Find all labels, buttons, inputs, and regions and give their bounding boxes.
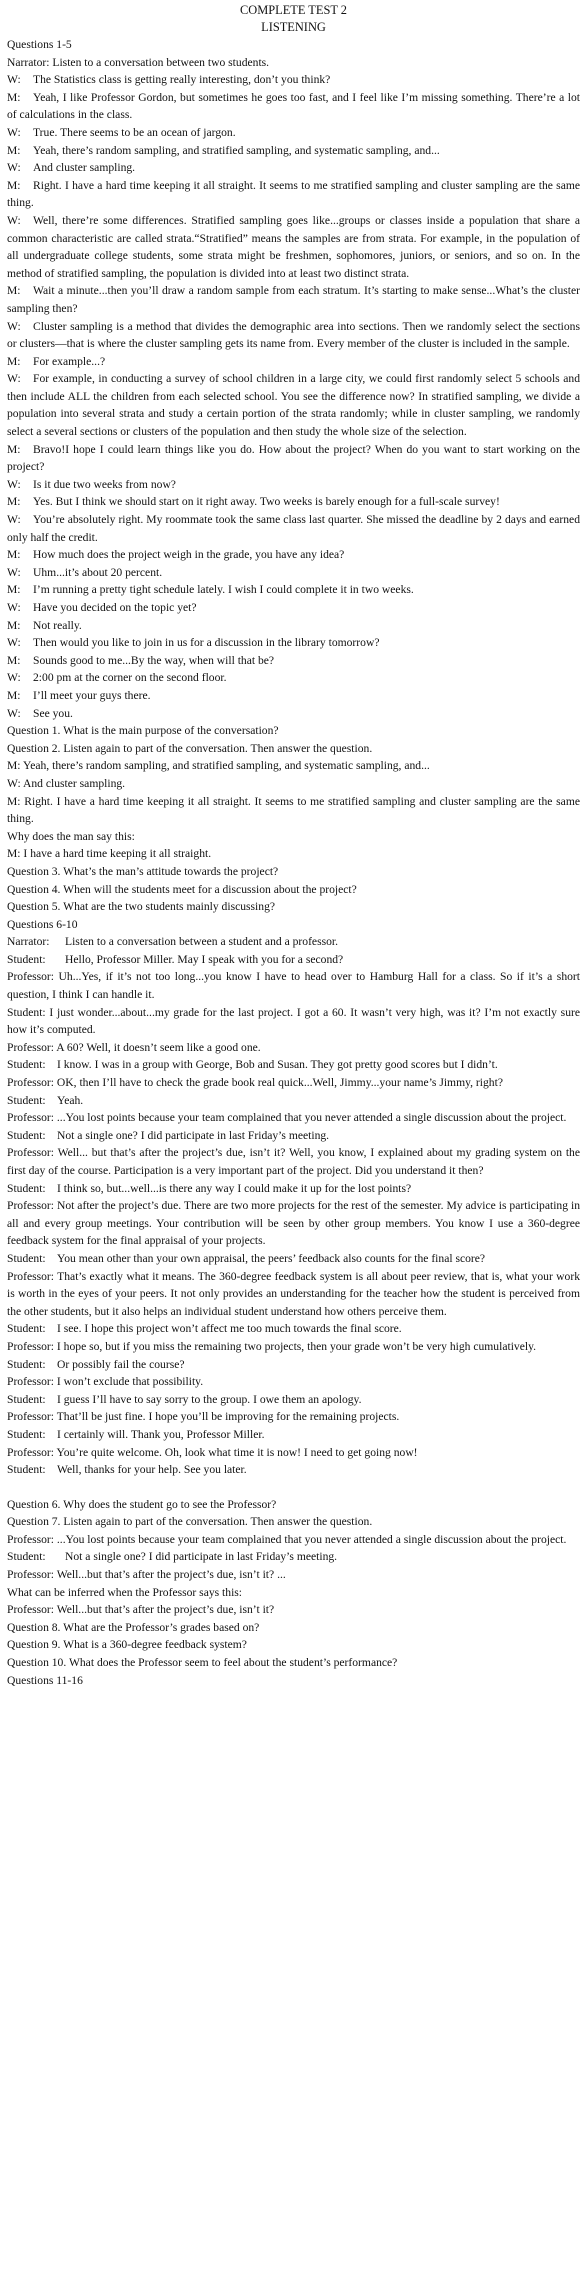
paragraph-text: Professor: A 60? Well, it doesn’t seem like a good one. (7, 1040, 261, 1054)
paragraph-text: Question 8. What are the Professor’s grades based on? (7, 1620, 260, 1634)
paragraph (7, 1039, 580, 1057)
speaker-label: M: (7, 618, 21, 632)
paragraph-text: Question 6. Why does the student go to see the Professor? (7, 1497, 277, 1511)
paragraph (7, 1636, 580, 1654)
paragraph (7, 898, 580, 916)
paragraph-text: Listen to a conversation between a student and a professor. (65, 935, 339, 949)
paragraph-text: Student: I just wonder...about...my grade for the last project. I got a 60. It wasn’t very high, was it? I’m not exactly sure how it’s computed. (7, 1005, 580, 1037)
paragraph-text: Questions 11-16 (7, 1673, 83, 1687)
paragraph (7, 705, 580, 723)
paragraph (7, 1092, 580, 1110)
paragraph-text: Well, thanks for your help. See you later. (57, 1463, 247, 1477)
paragraph (7, 282, 580, 317)
paragraph (7, 142, 580, 160)
paragraph-text: Professor: That’s exactly what it means. The 360-degree feedback system is all about peer review, that is, what your work is worth in the eyes of your peers. It not only provides an understanding for the teacher how the student is perceived from the other students, but it also helps an individual student understand how others perceive them. (7, 1269, 580, 1318)
speaker-label: Student: (7, 1427, 46, 1441)
paragraph (7, 1074, 580, 1092)
paragraph-text: Have you decided on the topic yet? (33, 601, 197, 614)
paragraph (7, 159, 580, 177)
speaker-label: W: (7, 161, 21, 175)
paragraph-text: True. There seems to be an ocean of jargon. (33, 125, 236, 139)
speaker-label: M: (7, 583, 21, 597)
speaker-label: W: (7, 671, 21, 685)
paragraph-text: Yeah. (57, 1093, 84, 1107)
paragraph-text: I’m running a pretty tight schedule lately. I wish I could complete it in two weeks. (33, 583, 414, 597)
paragraph (7, 212, 580, 282)
paragraph (7, 1619, 580, 1637)
paragraph (7, 1566, 580, 1584)
paragraph-text: Not really. (33, 618, 82, 632)
paragraph-text: Well, there’re some differences. Stratified sampling goes like...groups or classes inside a population that share a common characteristic are called strata.“Stratified” means the samples are from strata. For example, in the population of all undergraduate college students, some strata might be freshmen, sophomores, juniors, or seniors, and so on. In the method of stratified sampling, the population is divided into at least two distinct strata. (7, 213, 580, 280)
speaker-label: W: (7, 513, 21, 527)
paragraph-text: Narrator: Listen to a conversation between two students. (7, 55, 270, 69)
blank-line (7, 1479, 580, 1496)
speaker-label: Student: (7, 1463, 46, 1477)
paragraph (7, 1056, 580, 1074)
paragraph (7, 1197, 580, 1250)
paragraph (7, 740, 580, 758)
paragraph-text: Not a single one? I did participate in last Friday’s meeting. (65, 1550, 338, 1564)
paragraph-text: I guess I’ll have to say sorry to the group. I owe them an apology. (57, 1392, 362, 1406)
speaker-label: W: (7, 565, 21, 579)
paragraph (7, 1356, 580, 1374)
paragraph (7, 1601, 580, 1619)
paragraph-text: Question 5. What are the two students mainly discussing? (7, 900, 276, 914)
paragraph-text: Professor: Well... but that’s after the project’s due, isn’t it? Well, you know, I explained about my grading system on the first day of the course. Participation is a very important part of the project. Did you understand it then? (7, 1146, 580, 1177)
paragraph (7, 757, 580, 775)
speaker-label: M: (7, 178, 21, 192)
paragraph-text: I’ll meet your guys there. (33, 688, 151, 702)
paragraph (7, 1548, 580, 1566)
paragraph-text: M: Yeah, there’s random sampling, and stratified sampling, and systematic sampling, and... (7, 759, 430, 773)
paragraph-text: Professor: ...You lost points because your team complained that you never attended a single discussion about the project. (7, 1111, 567, 1125)
speaker-label: Student: (7, 1357, 46, 1371)
paragraph-text: Question 1. What is the main purpose of the conversation? (7, 724, 279, 738)
paragraph (7, 1127, 580, 1145)
paragraph-text: Or possibly fail the course? (57, 1357, 185, 1371)
paragraph-text: Question 9. What is a 360-degree feedback system? (7, 1638, 247, 1652)
paragraph (7, 1338, 580, 1356)
speaker-label: Student: (7, 952, 46, 966)
speaker-label: M: (7, 653, 21, 667)
section-heading (7, 1672, 580, 1690)
paragraph (7, 177, 580, 212)
paragraph-text: Professor: I hope so, but if you miss the remaining two projects, then your grade won’t be very high cumulatively. (7, 1339, 537, 1353)
paragraph (7, 318, 580, 353)
paragraph-text: Yeah, there’s random sampling, and stratified sampling, and systematic sampling, and... (33, 143, 440, 157)
document-subtitle: LISTENING (261, 20, 326, 34)
paragraph (7, 863, 580, 881)
paragraph (7, 581, 580, 599)
paragraph (7, 1250, 580, 1268)
paragraph (7, 511, 580, 546)
paragraph (7, 1144, 580, 1179)
paragraph (7, 1654, 580, 1672)
paragraph-text: For example, in conducting a survey of school children in a large city, we could first randomly select 5 schools and then include ALL the children from each selected school. You see the difference now? In stratified sampling, we divide a population into several strata and study a certain portion of the strata randomly; while in cluster sampling, we randomly select a several sections or clusters of the population and then study the whole size of the selection. (7, 372, 580, 439)
paragraph (7, 1109, 580, 1127)
paragraph-text: For example...? (33, 354, 106, 368)
speaker-label: W: (7, 319, 21, 333)
paragraph-text: Question 3. What’s the man’s attitude towards the project? (7, 864, 279, 878)
paragraph-text: Professor: Well...but that’s after the project’s due, isn’t it? ... (7, 1568, 286, 1582)
paragraph (7, 933, 580, 951)
paragraph-text: You mean other than your own appraisal, the peers’ feedback also counts for the final score? (57, 1251, 486, 1265)
speaker-label: W: (7, 706, 21, 720)
paragraph-text: And cluster sampling. (33, 161, 136, 175)
speaker-label: M: (7, 495, 21, 509)
speaker-label: W: (7, 601, 21, 614)
paragraph (7, 687, 580, 705)
paragraph-text: Professor: ...You lost points because your team complained that you never attended a single discussion about the project. (7, 1532, 567, 1546)
paragraph (7, 775, 580, 793)
paragraph (7, 476, 580, 494)
speaker-label: W: (7, 636, 21, 650)
paragraph-text: Professor: That’ll be just fine. I hope you’ll be improving for the remaining projects. (7, 1410, 400, 1424)
paragraph (7, 71, 580, 89)
paragraph-text: See you. (33, 706, 73, 720)
paragraph-text: Wait a minute...then you’ll draw a random sample from each stratum. It’s starting to make sense...What’s the cluster sampling then? (7, 284, 580, 315)
paragraph-text: Cluster sampling is a method that divides the demographic area into sections. Then we randomly select the sections or clusters—that is where the cluster sampling gets its name from. Every member of the cluster is included in the sample. (7, 319, 580, 351)
paragraph-text: Then would you like to join in us for a discussion in the library tomorrow? (33, 636, 380, 650)
paragraph-text: I think so, but...well...is there any way I could make it up for the lost points? (57, 1181, 412, 1195)
paragraph-text: Why does the man say this: (7, 829, 135, 843)
speaker-label: Student: (7, 1093, 46, 1107)
paragraph-text: Professor: You’re quite welcome. Oh, look what time it is now! I need to get going now! (7, 1445, 418, 1459)
paragraph (7, 1391, 580, 1409)
paragraph-text: Question 4. When will the students meet for a discussion about the project? (7, 882, 357, 896)
speaker-label: M: (7, 548, 21, 562)
paragraph-text: The Statistics class is getting really interesting, don’t you think? (33, 73, 331, 87)
paragraph-text: Professor: Not after the project’s due. There are two more projects for the rest of the semester. My advice is participating in all and every group meetings. Your contribution will be seen by other group members. You know I use a 360-degree feedback system for the final appraisal of your projects. (7, 1199, 580, 1248)
paragraph (7, 1004, 580, 1039)
paragraph (7, 881, 580, 899)
speaker-label: W: (7, 477, 21, 491)
speaker-label: Narrator: (7, 935, 50, 949)
paragraph (7, 564, 580, 582)
paragraph-text: Question 2. Listen again to part of the conversation. Then answer the question. (7, 741, 373, 755)
paragraph (7, 89, 580, 124)
paragraph-text: Not a single one? I did participate in last Friday’s meeting. (57, 1128, 330, 1142)
speaker-label: Student: (7, 1128, 46, 1142)
paragraph (7, 441, 580, 476)
paragraph-text: Is it due two weeks from now? (33, 477, 176, 491)
paragraph-text: Question 10. What does the Professor seem to feel about the student’s performance? (7, 1656, 398, 1670)
paragraph-text: I know. I was in a group with George, Bob and Susan. They got pretty good scores but I didn’t. (57, 1058, 498, 1072)
paragraph (7, 828, 580, 846)
paragraph-text: How much does the project weigh in the grade, you have any idea? (33, 548, 345, 562)
paragraph (7, 1513, 580, 1531)
paragraph (7, 793, 580, 828)
paragraph (7, 951, 580, 969)
paragraph-text: Professor: Well...but that’s after the project’s due, isn’t it? (7, 1603, 275, 1617)
document-title: COMPLETE TEST 2 (240, 3, 347, 17)
paragraph (7, 546, 580, 564)
paragraph (7, 1531, 580, 1549)
paragraph (7, 634, 580, 652)
paragraph (7, 493, 580, 511)
paragraph-text: Questions 6-10 (7, 917, 78, 931)
speaker-label: W: (7, 213, 21, 227)
paragraph-text: Hello, Professor Miller. May I speak with you for a second? (65, 952, 344, 966)
paragraph-text: Uhm...it’s about 20 percent. (33, 565, 163, 579)
speaker-label: W: (7, 125, 21, 139)
speaker-label: W: (7, 372, 21, 386)
paragraph (7, 1444, 580, 1462)
speaker-label: Student: (7, 1322, 46, 1336)
paragraph (7, 652, 580, 670)
paragraph-text: W: And cluster sampling. (7, 776, 126, 790)
paragraph-text: M: I have a hard time keeping it all straight. (7, 847, 212, 861)
speaker-label: Student: (7, 1392, 46, 1406)
paragraph (7, 370, 580, 440)
paragraph (7, 1320, 580, 1338)
paragraph-text: Right. I have a hard time keeping it all straight. It seems to me stratified sampling and cluster sampling are the same thing. (7, 178, 580, 210)
paragraph-text: You’re absolutely right. My roommate took the same class last quarter. She missed the deadline by 2 days and earned only half the credit. (7, 513, 580, 544)
paragraph (7, 1408, 580, 1426)
paragraph-text: Professor: Uh...Yes, if it’s not too long...you know I have to head over to Hamburg Hall for a class. So if it’s a short question, I think I can handle it. (7, 970, 580, 1002)
paragraph (7, 845, 580, 863)
paragraph-text: Question 7. Listen again to part of the conversation. Then answer the question. (7, 1515, 373, 1529)
speaker-label: M: (7, 284, 21, 298)
paragraph (7, 54, 580, 72)
speaker-label: Student: (7, 1181, 46, 1195)
paragraph-text: Yeah, I like Professor Gordon, but sometimes he goes too fast, and I feel like I’m missing something. There’re a lot of calculations in the class. (7, 90, 580, 122)
paragraph (7, 1461, 580, 1479)
paragraph-text: I certainly will. Thank you, Professor Miller. (57, 1427, 265, 1441)
speaker-label: M: (7, 354, 21, 368)
paragraph-text: Professor: I won’t exclude that possibility. (7, 1375, 204, 1389)
paragraph (7, 1496, 580, 1514)
paragraph (7, 669, 580, 687)
paragraph (7, 1373, 580, 1391)
paragraph-text: Bravo!I hope I could learn things like you do. How about the project? When do you want to start working on the project? (7, 442, 580, 474)
section-heading (7, 36, 580, 54)
paragraph-text: I see. I hope this project won’t affect me too much towards the final score. (57, 1322, 402, 1336)
paragraph (7, 968, 580, 1003)
paragraph-text: Questions 1-5 (7, 38, 72, 51)
speaker-label: W: (7, 73, 21, 87)
paragraph (7, 1584, 580, 1602)
speaker-label: Student: (7, 1251, 46, 1265)
paragraph (7, 1426, 580, 1444)
paragraph (7, 617, 580, 635)
paragraph-text: What can be inferred when the Professor says this: (7, 1585, 243, 1599)
speaker-label: Student: (7, 1550, 46, 1564)
paragraph-text: 2:00 pm at the corner on the second floor. (33, 671, 227, 685)
paragraph (7, 599, 580, 617)
paragraph-text: Professor: OK, then I’ll have to check the grade book real quick...Well, Jimmy...your name’s Jimmy, right? (7, 1076, 503, 1090)
paragraph-text: Yes. But I think we should start on it right away. Two weeks is barely enough for a full-scale survey! (33, 495, 500, 509)
paragraph (7, 353, 580, 371)
paragraph (7, 722, 580, 740)
speaker-label: M: (7, 688, 21, 702)
section-heading (7, 916, 580, 934)
speaker-label: M: (7, 442, 21, 456)
paragraph (7, 1180, 580, 1198)
paragraph (7, 124, 580, 142)
speaker-label: Student: (7, 1058, 46, 1072)
speaker-label: M: (7, 143, 21, 157)
paragraph-text: Sounds good to me...By the way, when will that be? (33, 653, 275, 667)
document-body (7, 36, 580, 1689)
paragraph-text: M: Right. I have a hard time keeping it all straight. It seems to me stratified sampling and cluster sampling are the same thing. (7, 794, 580, 826)
paragraph (7, 1268, 580, 1321)
speaker-label: M: (7, 90, 21, 104)
